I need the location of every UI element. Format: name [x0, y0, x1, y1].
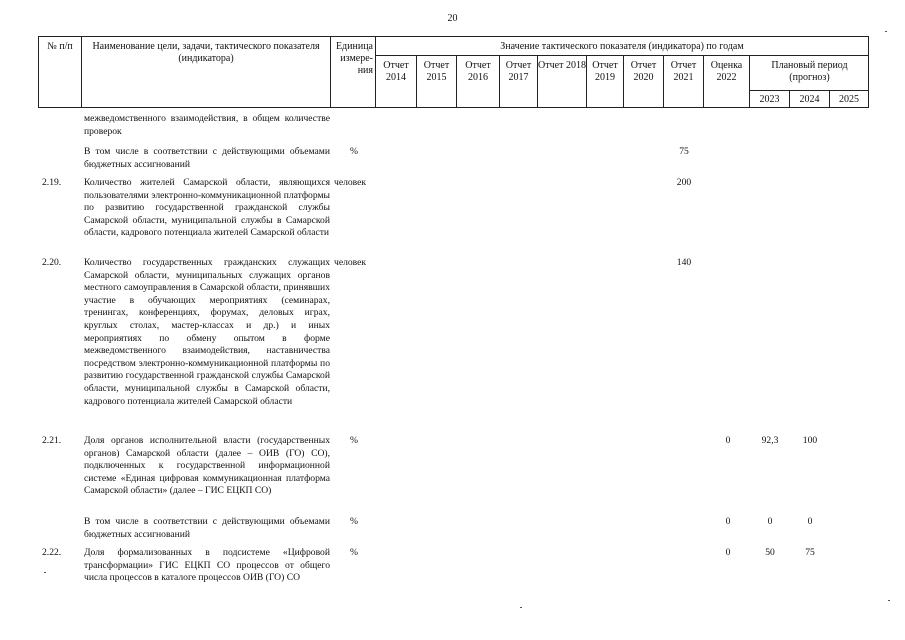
row-number: 2.21. [42, 435, 62, 446]
year-header: Отчет 2020 [630, 60, 657, 83]
col-name-header: Наименование цели, задачи, тактического показателя (индикатора) [92, 41, 320, 64]
row-number: 2.22. [42, 547, 62, 558]
page-number: 20 [447, 13, 458, 24]
row-name: Количество государственных гражданских служащих Самарской области, муниципальных служащих органов местного самоуправления в Самарской области, принявших участие в обучающих мероприятиях (семинарах, тренингах, конференциях, форумах, деловых играх, круглых столах, мастер-классах и др.) и иных мероприятиях по обмену опытом в форме межведомственного взаимодействия, наставничества посредством электронно-коммуникационной платформы по развитию государственной гражданской службы Самарской области, муниципальной службы в Самарской области, кадрового потенциала жителей Самарской области [84, 257, 330, 407]
row-unit: человек [334, 177, 367, 188]
plan-year-header: 2025 [839, 94, 859, 105]
header-divider [749, 90, 869, 91]
col-values-header: Значение тактического показателя (индикатора) по годам [500, 41, 744, 52]
value-2021: 200 [676, 177, 692, 188]
value-2021: 140 [676, 257, 692, 268]
row-name: Количество жителей Самарской области, являющихся пользователями электронно-коммуникационной платформы по развитию государственной гражданской службы Самарской области, муниципальной службы в Самарской области, кадрового потенциала жителей Самарской области [84, 177, 330, 239]
row-name: Доля формализованных в подсистеме «Цифровой трансформации» ГИС ЕЦКП СО процессов от общего числа процессов в каталоге процессов ОИВ (ГО) СО [84, 547, 330, 584]
col-num-header: № п/п [47, 41, 73, 52]
col-unit-header: Единица измере-ния [335, 41, 373, 76]
header-divider [375, 55, 869, 56]
value-2023: 50 [765, 547, 775, 558]
year-header: Отчет 2016 [465, 60, 491, 83]
year-header: Отчет 2017 [505, 60, 532, 83]
year-header: Оценка 2022 [710, 60, 743, 83]
year-header: Отчет 2014 [383, 60, 409, 83]
row-unit: % [350, 146, 358, 157]
value-2024: 0 [807, 516, 813, 527]
value-2021: 75 [679, 146, 689, 157]
row-name: В том числе в соответствии с действующими объемами бюджетных ассигнований [84, 146, 330, 170]
header-border-top [38, 36, 869, 37]
value-2024: 75 [805, 547, 815, 558]
value-2023: 92,3 [761, 435, 779, 446]
plan-period-header: Плановый период (прогноз) [771, 60, 848, 83]
scan-speck [520, 607, 522, 608]
row-unit: % [350, 547, 358, 558]
plan-year-header: 2023 [759, 94, 780, 105]
scan-speck [885, 31, 887, 32]
row-number: 2.19. [42, 177, 62, 188]
year-header: Отчет 2021 [670, 60, 697, 83]
row-name: межведомственного взаимодействия, в общем количестве проверок [84, 113, 330, 137]
value-2022: 0 [725, 516, 731, 527]
row-unit: % [350, 516, 358, 527]
value-2024: 100 [802, 435, 818, 446]
header-border-bottom [38, 107, 869, 108]
scan-speck [888, 600, 890, 601]
value-2022: 0 [725, 435, 731, 446]
row-name: Доля органов исполнительной власти (государственных органов) Самарской области (далее – ОИВ (ГО) СО), подключенных к государственной информационной системе «Единая цифровая коммуникационная платформа Самарской области» (далее – ГИС ЕЦКП СО) [84, 435, 330, 497]
year-header: Отчет 2015 [423, 60, 450, 83]
year-header: Отчет 2018 [538, 60, 586, 71]
row-unit: человек [334, 257, 367, 268]
row-number: 2.20. [42, 257, 62, 268]
header-divider [81, 36, 82, 108]
year-header: Отчет 2019 [592, 60, 618, 83]
value-2022: 0 [725, 547, 731, 558]
value-2023: 0 [767, 516, 773, 527]
row-name: В том числе в соответствии с действующими объемами бюджетных ассигнований [84, 516, 330, 540]
table-header [38, 36, 869, 108]
scan-speck [44, 572, 46, 573]
plan-year-header: 2024 [799, 94, 820, 105]
row-unit: % [350, 435, 358, 446]
